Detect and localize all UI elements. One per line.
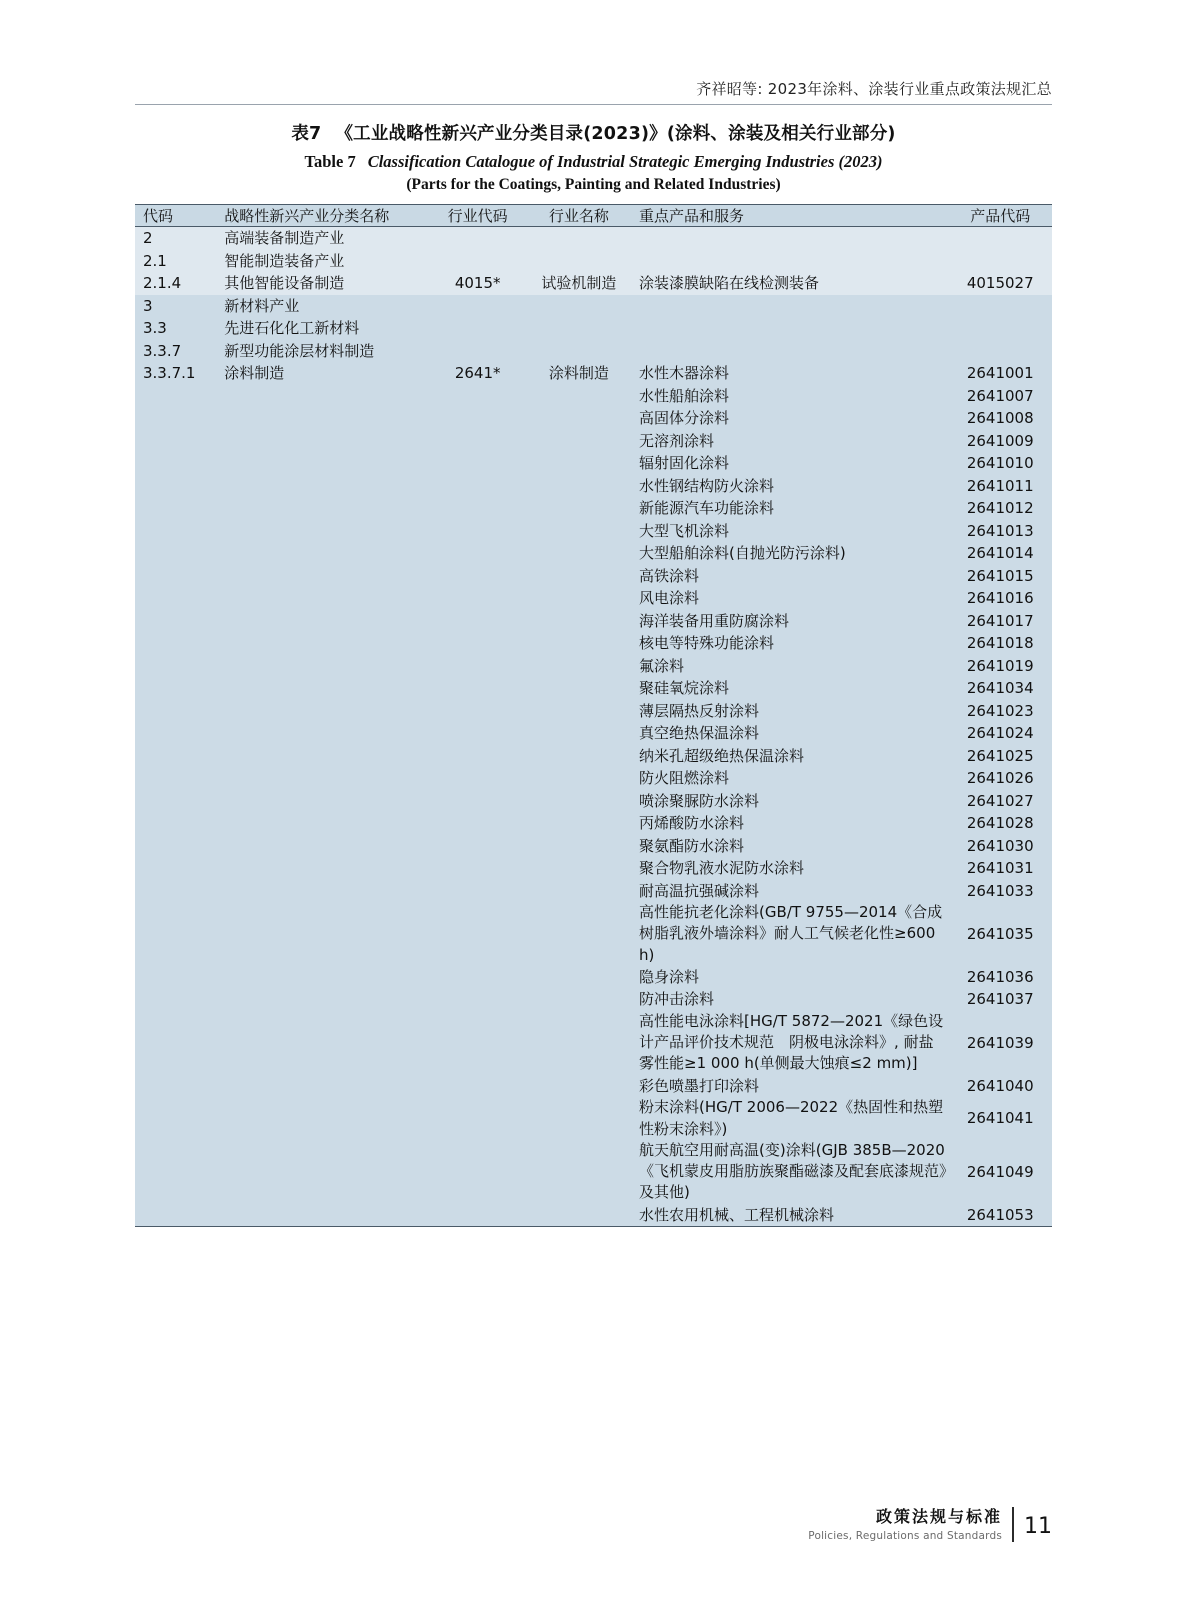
table-row [135,1204,1052,1227]
cell-product-code [948,250,1052,273]
cell-industry-code [429,475,527,498]
column-header-code: 代码 [135,205,214,227]
cell-product-code: 2641014 [948,542,1052,565]
table-title-en-line2: (Parts for the Coatings, Painting and Related Industries) [406,176,781,193]
cell-industry-code [429,385,527,408]
table-row [135,1011,1052,1075]
cell-code: 2 [135,227,214,250]
cell-product-code [948,227,1052,250]
table-row [135,407,1052,430]
cell-industry-name [527,317,631,340]
cell-industry-code [429,632,527,655]
column-header-key-products: 重点产品和服务 [631,205,948,227]
cell-industry-code [429,722,527,745]
cell-industry-name [527,655,631,678]
footer-section-en: Policies, Regulations and Standards [808,1530,1002,1542]
cell-category-name [214,632,428,655]
cell-key-product: 防火阻燃涂料 [631,767,948,790]
cell-product-code: 2641030 [948,835,1052,858]
cell-industry-code [429,542,527,565]
cell-code [135,430,214,453]
cell-industry-code [429,880,527,903]
table-row [135,520,1052,543]
cell-category-name [214,430,428,453]
cell-code [135,790,214,813]
cell-industry-name [527,835,631,858]
cell-key-product: 风电涂料 [631,587,948,610]
cell-industry-name [527,430,631,453]
cell-code [135,700,214,723]
cell-key-product: 氟涂料 [631,655,948,678]
cell-industry-code [429,988,527,1011]
cell-category-name [214,835,428,858]
cell-product-code: 2641053 [948,1204,1052,1227]
cell-code: 3.3 [135,317,214,340]
table-row [135,722,1052,745]
cell-category-name: 其他智能设备制造 [214,272,428,295]
cell-key-product: 涂装漆膜缺陷在线检测装备 [631,272,948,295]
table-row [135,835,1052,858]
table-row [135,632,1052,655]
cell-category-name [214,587,428,610]
cell-product-code: 2641010 [948,452,1052,475]
cell-product-code: 2641001 [948,362,1052,385]
cell-category-name [214,857,428,880]
table-title-en-line1 [135,152,1052,172]
table-row [135,677,1052,700]
cell-code: 3.3.7 [135,340,214,363]
cell-code [135,542,214,565]
cell-category-name [214,902,428,966]
table-row [135,340,1052,363]
cell-industry-name [527,745,631,768]
cell-key-product: 防冲击涂料 [631,988,948,1011]
cell-product-code: 2641018 [948,632,1052,655]
cell-category-name [214,1097,428,1140]
cell-product-code: 2641025 [948,745,1052,768]
cell-code [135,655,214,678]
cell-code: 3 [135,295,214,318]
table-row [135,317,1052,340]
cell-industry-name [527,452,631,475]
cell-code [135,1204,214,1227]
table-title-cn [135,120,1052,145]
cell-industry-name [527,902,631,966]
cell-industry-code [429,452,527,475]
table-row [135,430,1052,453]
cell-industry-name [527,722,631,745]
table-number-en: Table 7 [304,152,356,171]
cell-key-product: 粉末涂料(HG/T 2006—2022《热固性和热塑性粉末涂料》) [631,1097,948,1140]
table-row [135,475,1052,498]
column-header-product-code: 产品代码 [948,205,1052,227]
cell-category-name [214,655,428,678]
cell-industry-name [527,632,631,655]
table-header-row [135,205,1052,227]
cell-product-code: 2641028 [948,812,1052,835]
cell-code [135,745,214,768]
cell-code [135,835,214,858]
cell-category-name [214,520,428,543]
cell-category-name [214,880,428,903]
cell-product-code: 2641007 [948,385,1052,408]
cell-industry-code: 4015* [429,272,527,295]
cell-category-name [214,722,428,745]
cell-industry-code [429,1140,527,1204]
cell-category-name [214,385,428,408]
cell-industry-name [527,542,631,565]
cell-category-name [214,988,428,1011]
cell-industry-code [429,227,527,250]
cell-category-name [214,1075,428,1098]
cell-category-name [214,745,428,768]
cell-product-code: 2641015 [948,565,1052,588]
cell-key-product: 喷涂聚脲防水涂料 [631,790,948,813]
cell-code [135,610,214,633]
cell-industry-code [429,295,527,318]
cell-key-product: 新能源汽车功能涂料 [631,497,948,520]
table-row [135,700,1052,723]
cell-category-name [214,565,428,588]
cell-industry-code [429,655,527,678]
cell-code [135,565,214,588]
cell-code [135,1140,214,1204]
cell-code [135,520,214,543]
footer-section [808,1507,1014,1542]
cell-industry-name [527,407,631,430]
cell-key-product: 高性能电泳涂料[HG/T 5872—2021《绿色设计产品评价技术规范 阴极电泳涂料》, 耐盐雾性能≥1 000 h(单侧最大蚀痕≤2 mm)] [631,1011,948,1075]
cell-category-name [214,407,428,430]
cell-product-code: 2641026 [948,767,1052,790]
cell-category-name: 智能制造装备产业 [214,250,428,273]
cell-product-code: 2641011 [948,475,1052,498]
cell-industry-code [429,565,527,588]
table-row [135,902,1052,966]
table-row [135,655,1052,678]
cell-industry-name [527,295,631,318]
cell-product-code [948,295,1052,318]
cell-industry-name [527,677,631,700]
cell-key-product: 高铁涂料 [631,565,948,588]
cell-category-name [214,790,428,813]
cell-code [135,587,214,610]
cell-product-code: 4015027 [948,272,1052,295]
table-number-cn: 表7 [291,124,322,144]
table-row [135,542,1052,565]
cell-product-code: 2641009 [948,430,1052,453]
page-number: 11 [1024,1514,1052,1539]
cell-category-name: 新型功能涂层材料制造 [214,340,428,363]
table-row [135,452,1052,475]
cell-key-product: 核电等特殊功能涂料 [631,632,948,655]
cell-key-product: 高性能抗老化涂料(GB/T 9755—2014《合成树脂乳液外墙涂料》耐人工气候老化性≥600 h) [631,902,948,966]
table-row [135,587,1052,610]
running-header: 齐祥昭等: 2023年涂料、涂装行业重点政策法规汇总 [696,80,1052,98]
cell-category-name: 先进石化化工新材料 [214,317,428,340]
table-row [135,227,1052,250]
cell-category-name [214,452,428,475]
cell-key-product: 水性船舶涂料 [631,385,948,408]
cell-industry-code [429,745,527,768]
cell-category-name: 涂料制造 [214,362,428,385]
cell-code [135,722,214,745]
cell-key-product: 水性木器涂料 [631,362,948,385]
cell-product-code: 2641024 [948,722,1052,745]
cell-code [135,880,214,903]
cell-code [135,767,214,790]
cell-key-product: 大型船舶涂料(自抛光防污涂料) [631,542,948,565]
table-row [135,745,1052,768]
cell-industry-name [527,790,631,813]
footer-section-cn: 政策法规与标准 [875,1507,1002,1527]
cell-key-product [631,295,948,318]
page-footer [808,1507,1052,1542]
cell-product-code: 2641027 [948,790,1052,813]
cell-key-product: 隐身涂料 [631,966,948,989]
cell-category-name [214,812,428,835]
cell-code [135,857,214,880]
cell-key-product: 聚合物乳液水泥防水涂料 [631,857,948,880]
table-row [135,295,1052,318]
table-row [135,565,1052,588]
cell-industry-name [527,587,631,610]
column-header-category-name: 战略性新兴产业分类名称 [214,205,428,227]
table-row [135,966,1052,989]
cell-product-code: 2641040 [948,1075,1052,1098]
table-row [135,272,1052,295]
cell-key-product: 无溶剂涂料 [631,430,948,453]
cell-key-product: 海洋装备用重防腐涂料 [631,610,948,633]
cell-industry-code [429,1097,527,1140]
cell-industry-name [527,385,631,408]
cell-category-name [214,1011,428,1075]
cell-product-code: 2641013 [948,520,1052,543]
table-head [135,205,1052,227]
table-title-cn-text: 《工业战略性新兴产业分类目录(2023)》(涂料、涂装及相关行业部分) [335,124,896,144]
cell-industry-name: 涂料制造 [527,362,631,385]
table-row [135,385,1052,408]
cell-key-product: 真空绝热保温涂料 [631,722,948,745]
cell-category-name: 新材料产业 [214,295,428,318]
cell-key-product: 薄层隔热反射涂料 [631,700,948,723]
cell-code [135,407,214,430]
cell-category-name [214,610,428,633]
cell-product-code: 2641033 [948,880,1052,903]
cell-industry-name [527,227,631,250]
cell-key-product [631,227,948,250]
cell-code: 2.1 [135,250,214,273]
cell-industry-code [429,1011,527,1075]
cell-key-product: 聚氨酯防水涂料 [631,835,948,858]
cell-industry-code [429,250,527,273]
cell-industry-code [429,497,527,520]
cell-industry-name [527,880,631,903]
cell-code: 3.3.7.1 [135,362,214,385]
cell-industry-name [527,475,631,498]
cell-industry-name [527,340,631,363]
table-body [135,227,1052,1227]
cell-key-product: 纳米孔超级绝热保温涂料 [631,745,948,768]
table-row [135,880,1052,903]
cell-industry-name [527,700,631,723]
classification-table [135,204,1052,1227]
table-row [135,1075,1052,1098]
cell-category-name [214,966,428,989]
cell-industry-code [429,812,527,835]
cell-industry-code [429,430,527,453]
cell-product-code: 2641036 [948,966,1052,989]
cell-code [135,966,214,989]
cell-industry-code [429,610,527,633]
column-header-industry-code: 行业代码 [429,205,527,227]
cell-product-code [948,317,1052,340]
cell-key-product: 大型飞机涂料 [631,520,948,543]
table-title-block [135,120,1052,194]
cell-product-code: 2641019 [948,655,1052,678]
cell-key-product: 彩色喷墨打印涂料 [631,1075,948,1098]
table-title-en-text: Classification Catalogue of Industrial Strategic Emerging Industries (2023) [367,152,883,171]
cell-key-product: 高固体分涂料 [631,407,948,430]
cell-industry-code [429,1204,527,1227]
cell-industry-code [429,767,527,790]
cell-category-name [214,767,428,790]
table-row [135,812,1052,835]
table-row [135,362,1052,385]
cell-code [135,497,214,520]
cell-category-name [214,475,428,498]
cell-category-name [214,677,428,700]
cell-key-product: 丙烯酸防水涂料 [631,812,948,835]
cell-industry-name [527,1011,631,1075]
cell-industry-name [527,1075,631,1098]
cell-industry-name [527,988,631,1011]
cell-key-product: 辐射固化涂料 [631,452,948,475]
cell-code [135,1097,214,1140]
cell-product-code: 2641034 [948,677,1052,700]
cell-key-product [631,317,948,340]
cell-industry-code [429,407,527,430]
cell-industry-name [527,520,631,543]
cell-product-code: 2641023 [948,700,1052,723]
cell-code [135,902,214,966]
cell-key-product: 聚硅氧烷涂料 [631,677,948,700]
cell-industry-code [429,587,527,610]
cell-key-product: 航天航空用耐高温(变)涂料(GJB 385B—2020《飞机蒙皮用脂肪族聚酯磁漆及配套底漆规范》及其他) [631,1140,948,1204]
cell-industry-code: 2641* [429,362,527,385]
cell-industry-name [527,250,631,273]
cell-product-code: 2641031 [948,857,1052,880]
cell-industry-name [527,497,631,520]
cell-industry-name [527,610,631,633]
cell-key-product [631,340,948,363]
cell-code [135,677,214,700]
table-row [135,767,1052,790]
table-row [135,250,1052,273]
cell-code [135,632,214,655]
cell-code [135,812,214,835]
column-header-industry-name: 行业名称 [527,205,631,227]
cell-industry-name [527,812,631,835]
cell-industry-code [429,835,527,858]
cell-code [135,1075,214,1098]
cell-industry-code [429,902,527,966]
cell-category-name [214,1140,428,1204]
cell-industry-name [527,1140,631,1204]
table-row [135,497,1052,520]
cell-key-product [631,250,948,273]
cell-code [135,1011,214,1075]
table-row [135,610,1052,633]
cell-product-code: 2641041 [948,1097,1052,1140]
cell-industry-code [429,790,527,813]
cell-industry-name [527,857,631,880]
cell-key-product: 水性农用机械、工程机械涂料 [631,1204,948,1227]
cell-product-code: 2641012 [948,497,1052,520]
cell-product-code: 2641008 [948,407,1052,430]
cell-industry-code [429,677,527,700]
cell-category-name [214,542,428,565]
cell-category-name: 高端装备制造产业 [214,227,428,250]
table-row [135,790,1052,813]
cell-product-code: 2641017 [948,610,1052,633]
cell-category-name [214,497,428,520]
cell-industry-name [527,1097,631,1140]
cell-industry-name [527,767,631,790]
table-row [135,1140,1052,1204]
cell-category-name [214,700,428,723]
cell-category-name [214,1204,428,1227]
cell-code [135,475,214,498]
cell-product-code: 2641016 [948,587,1052,610]
cell-industry-code [429,1075,527,1098]
cell-product-code: 2641039 [948,1011,1052,1075]
cell-product-code: 2641037 [948,988,1052,1011]
cell-code [135,988,214,1011]
cell-industry-code [429,857,527,880]
cell-industry-name: 试验机制造 [527,272,631,295]
cell-industry-code [429,317,527,340]
cell-code: 2.1.4 [135,272,214,295]
cell-product-code: 2641049 [948,1140,1052,1204]
cell-industry-name [527,565,631,588]
table-row [135,988,1052,1011]
cell-industry-code [429,340,527,363]
cell-industry-code [429,520,527,543]
cell-code [135,385,214,408]
cell-product-code [948,340,1052,363]
cell-product-code: 2641035 [948,902,1052,966]
table-row [135,857,1052,880]
header-rule [135,104,1052,105]
cell-code [135,452,214,475]
table-row [135,1097,1052,1140]
cell-industry-code [429,966,527,989]
cell-key-product: 耐高温抗强碱涂料 [631,880,948,903]
cell-industry-code [429,700,527,723]
cell-industry-name [527,966,631,989]
cell-industry-name [527,1204,631,1227]
cell-key-product: 水性钢结构防火涂料 [631,475,948,498]
